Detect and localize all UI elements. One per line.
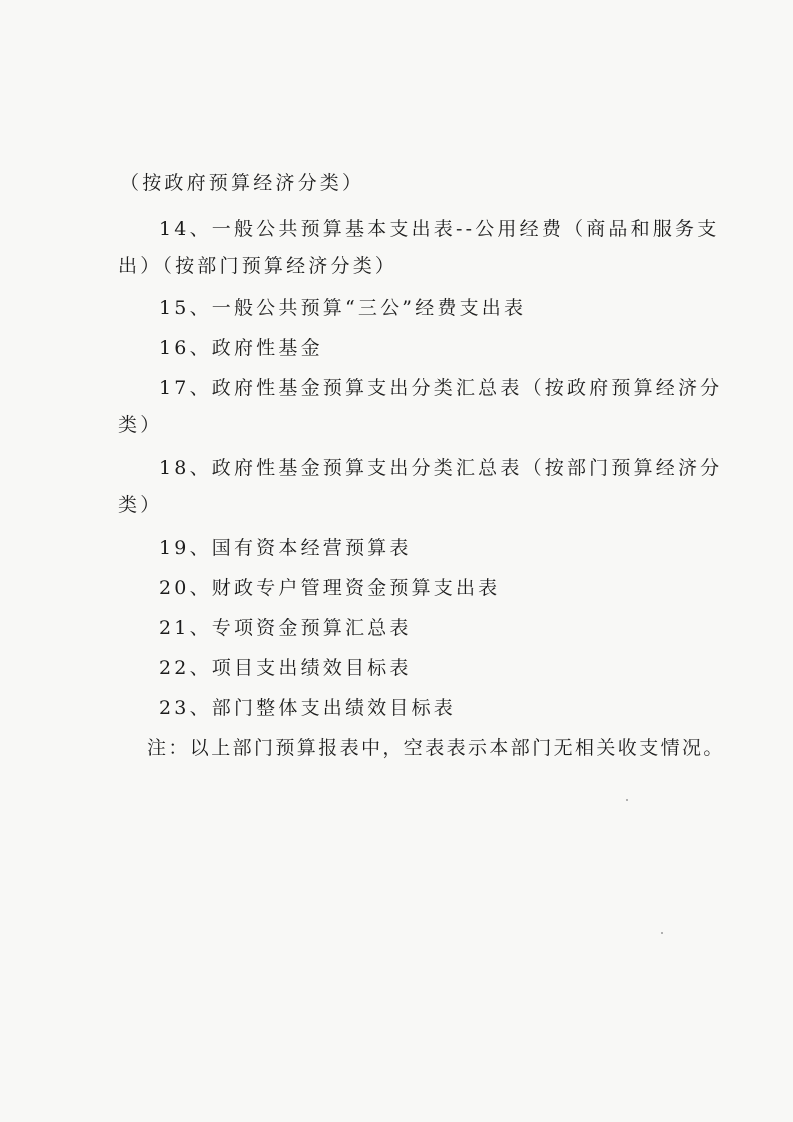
item-18-line-1: 18、政府性基金预算支出分类汇总表（按部门预算经济分: [159, 457, 723, 479]
item-13-continuation: （按政府预算经济分类）: [120, 172, 365, 194]
item-19: 19、国有资本经营预算表: [159, 537, 412, 559]
item-18-line-2: 类）: [118, 494, 163, 516]
item-15: 15、一般公共预算“三公”经费支出表: [159, 297, 527, 319]
scan-speck: [626, 799, 628, 801]
item-14-line-2: 出）（按部门预算经济分类）: [118, 255, 398, 277]
footnote: 注：以上部门预算报表中，空表表示本部门无相关收支情况。: [147, 737, 725, 759]
item-20: 20、财政专户管理资金预算支出表: [159, 577, 501, 599]
item-21: 21、专项资金预算汇总表: [159, 617, 412, 639]
item-14-line-1: 14、一般公共预算基本支出表--公用经费（商品和服务支: [159, 218, 720, 240]
scan-speck: [661, 932, 663, 934]
item-16: 16、政府性基金: [159, 337, 323, 359]
item-17-line-1: 17、政府性基金预算支出分类汇总表（按政府预算经济分: [159, 377, 723, 399]
item-17-line-2: 类）: [118, 414, 163, 436]
item-23: 23、部门整体支出绩效目标表: [159, 697, 456, 719]
item-22: 22、项目支出绩效目标表: [159, 657, 412, 679]
